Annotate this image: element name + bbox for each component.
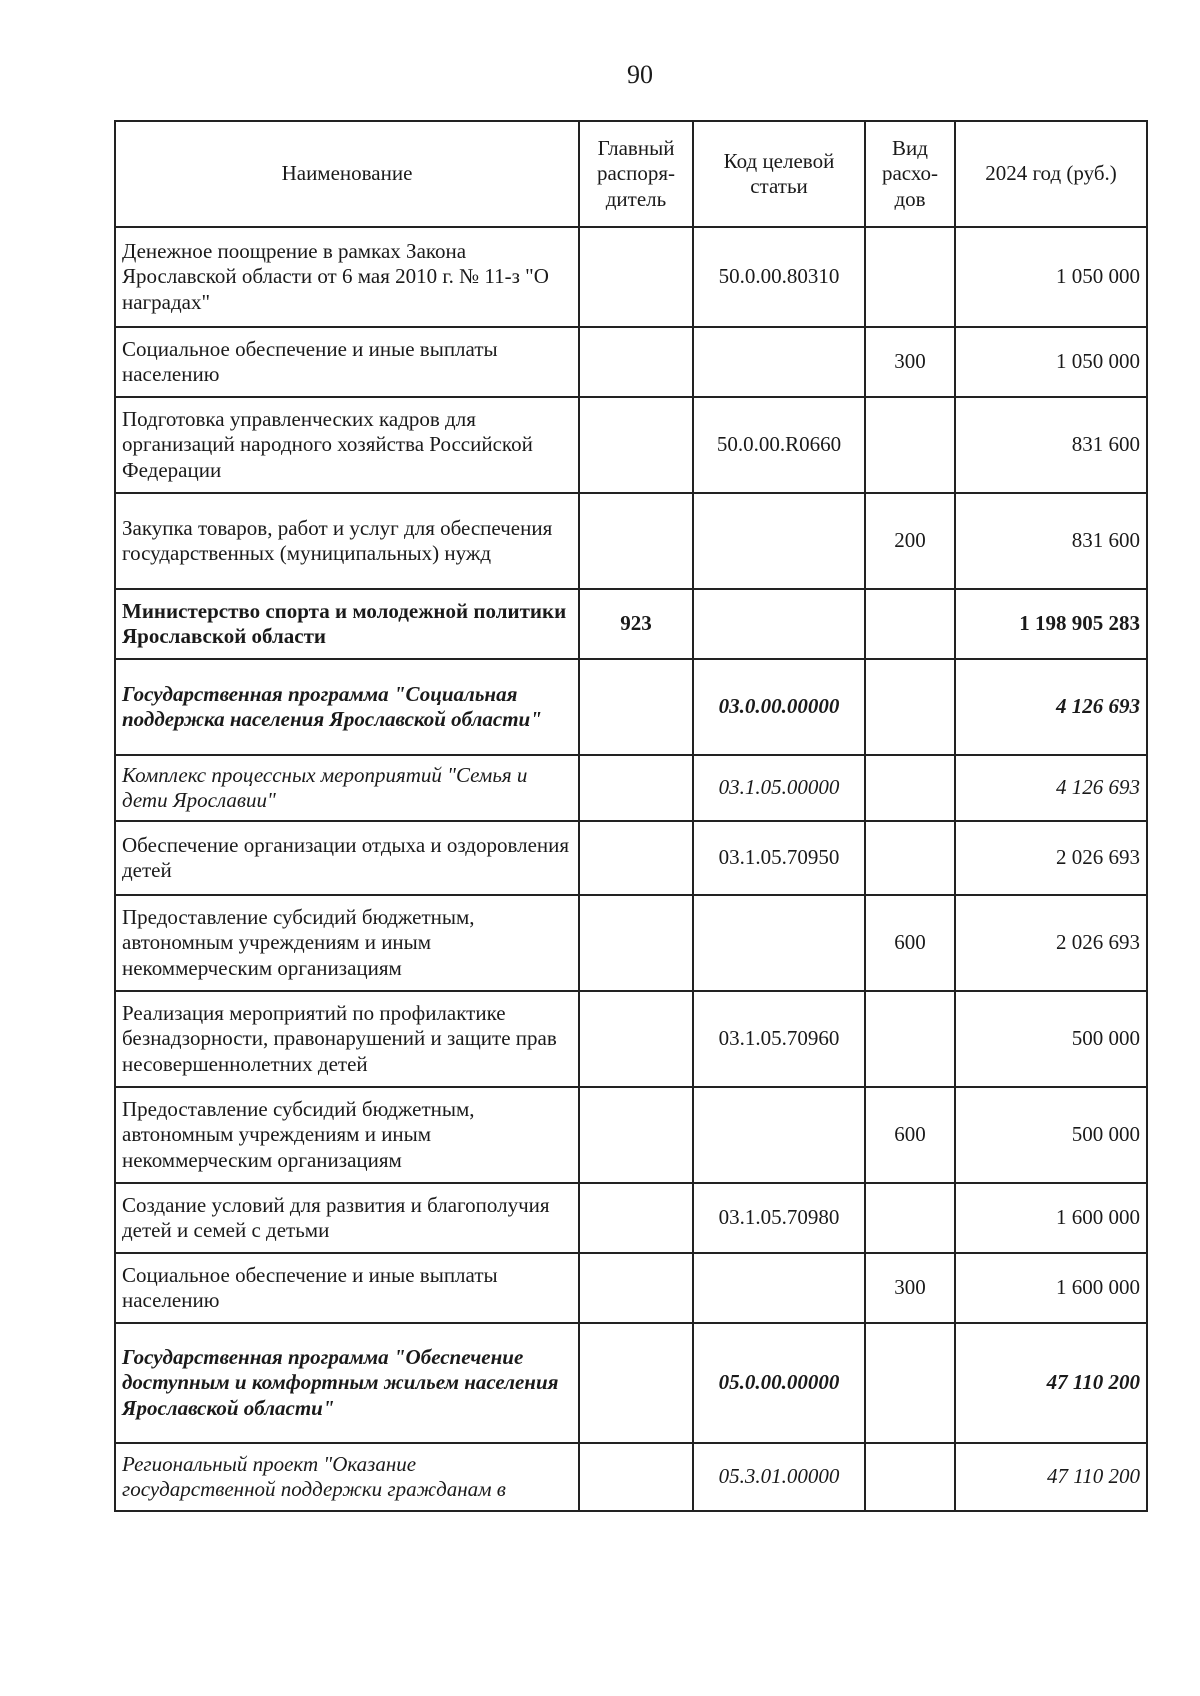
row-target-code — [693, 1087, 865, 1183]
row-name: Денежное поощрение в рамках Закона Ярославской области от 6 мая 2010 г. № 11-з "О наградах" — [115, 227, 579, 327]
row-name: Министерство спорта и молодежной политики Ярославской области — [115, 589, 579, 659]
row-target-code: 50.0.00.80310 — [693, 227, 865, 327]
row-expense-type: 600 — [865, 1087, 955, 1183]
row-amount: 2 026 693 — [955, 895, 1147, 991]
row-amount: 831 600 — [955, 397, 1147, 493]
row-target-code: 50.0.00.R0660 — [693, 397, 865, 493]
row-amount: 4 126 693 — [955, 755, 1147, 821]
row-expense-type — [865, 227, 955, 327]
table-row — [115, 1443, 1147, 1511]
row-chief-manager — [579, 659, 693, 755]
table-row — [115, 227, 1147, 327]
row-target-code: 05.0.00.00000 — [693, 1323, 865, 1443]
table-row — [115, 327, 1147, 397]
row-expense-type — [865, 397, 955, 493]
row-target-code — [693, 327, 865, 397]
row-amount: 1 050 000 — [955, 227, 1147, 327]
row-name: Предоставление субсидий бюджетным, автономным учреждениям и иным некоммерческим организациям — [115, 1087, 579, 1183]
row-amount: 1 050 000 — [955, 327, 1147, 397]
row-name: Социальное обеспечение и иные выплаты населению — [115, 1253, 579, 1323]
row-chief-manager — [579, 1323, 693, 1443]
row-expense-type: 300 — [865, 1253, 955, 1323]
row-expense-type — [865, 1443, 955, 1511]
row-target-code — [693, 493, 865, 589]
row-target-code: 03.1.05.70980 — [693, 1183, 865, 1253]
row-name: Реализация мероприятий по профилактике безнадзорности, правонарушений и защите прав несовершеннолетних детей — [115, 991, 579, 1087]
row-chief-manager — [579, 991, 693, 1087]
row-chief-manager — [579, 821, 693, 895]
row-name: Региональный проект "Оказание государственной поддержки гражданам в — [115, 1443, 579, 1511]
row-name: Создание условий для развития и благополучия детей и семей с детьми — [115, 1183, 579, 1253]
row-amount: 1 600 000 — [955, 1253, 1147, 1323]
table-row — [115, 755, 1147, 821]
row-name: Государственная программа "Обеспечение доступным и комфортным жильем населения Ярославской области" — [115, 1323, 579, 1443]
row-name: Государственная программа "Социальная поддержка населения Ярославской области" — [115, 659, 579, 755]
header-expense-type: Вид расхо-дов — [865, 121, 955, 227]
row-target-code: 03.1.05.70950 — [693, 821, 865, 895]
table-row — [115, 493, 1147, 589]
row-target-code: 03.1.05.00000 — [693, 755, 865, 821]
row-name: Социальное обеспечение и иные выплаты населению — [115, 327, 579, 397]
table-row — [115, 397, 1147, 493]
row-amount: 1 600 000 — [955, 1183, 1147, 1253]
row-expense-type — [865, 755, 955, 821]
table-row — [115, 1253, 1147, 1323]
header-name: Наименование — [115, 121, 579, 227]
row-name: Подготовка управленческих кадров для организаций народного хозяйства Российской Федерации — [115, 397, 579, 493]
row-target-code — [693, 895, 865, 991]
table-row — [115, 659, 1147, 755]
row-expense-type — [865, 1323, 955, 1443]
row-expense-type — [865, 991, 955, 1087]
row-amount: 1 198 905 283 — [955, 589, 1147, 659]
table-row — [115, 589, 1147, 659]
row-chief-manager — [579, 1253, 693, 1323]
row-expense-type: 300 — [865, 327, 955, 397]
row-target-code — [693, 1253, 865, 1323]
budget-table — [114, 120, 1148, 1512]
row-name: Предоставление субсидий бюджетным, автономным учреждениям и иным некоммерческим организациям — [115, 895, 579, 991]
row-name: Закупка товаров, работ и услуг для обеспечения государственных (муниципальных) нужд — [115, 493, 579, 589]
row-chief-manager — [579, 493, 693, 589]
header-amount-2024: 2024 год (руб.) — [955, 121, 1147, 227]
row-chief-manager — [579, 397, 693, 493]
row-amount: 47 110 200 — [955, 1443, 1147, 1511]
row-target-code — [693, 589, 865, 659]
row-expense-type: 200 — [865, 493, 955, 589]
row-name: Обеспечение организации отдыха и оздоровления детей — [115, 821, 579, 895]
row-target-code: 03.0.00.00000 — [693, 659, 865, 755]
row-chief-manager — [579, 227, 693, 327]
row-name: Комплекс процессных мероприятий "Семья и дети Ярославии" — [115, 755, 579, 821]
table-row — [115, 1323, 1147, 1443]
row-expense-type — [865, 821, 955, 895]
row-amount: 47 110 200 — [955, 1323, 1147, 1443]
row-expense-type — [865, 659, 955, 755]
page-number: 90 — [627, 60, 653, 89]
table-body — [115, 227, 1147, 1511]
row-chief-manager — [579, 1443, 693, 1511]
row-amount: 500 000 — [955, 1087, 1147, 1183]
row-chief-manager — [579, 1087, 693, 1183]
row-chief-manager: 923 — [579, 589, 693, 659]
table-row — [115, 821, 1147, 895]
row-target-code: 05.3.01.00000 — [693, 1443, 865, 1511]
row-expense-type: 600 — [865, 895, 955, 991]
table-row — [115, 1183, 1147, 1253]
table-header-row — [115, 121, 1147, 227]
row-amount: 500 000 — [955, 991, 1147, 1087]
row-chief-manager — [579, 1183, 693, 1253]
row-chief-manager — [579, 895, 693, 991]
row-expense-type — [865, 589, 955, 659]
row-chief-manager — [579, 755, 693, 821]
table-row — [115, 1087, 1147, 1183]
table-row — [115, 895, 1147, 991]
header-chief-manager: Главный распоря-дитель — [579, 121, 693, 227]
row-target-code: 03.1.05.70960 — [693, 991, 865, 1087]
header-target-code: Код целевой статьи — [693, 121, 865, 227]
row-chief-manager — [579, 327, 693, 397]
row-expense-type — [865, 1183, 955, 1253]
row-amount: 4 126 693 — [955, 659, 1147, 755]
row-amount: 2 026 693 — [955, 821, 1147, 895]
row-amount: 831 600 — [955, 493, 1147, 589]
table-row — [115, 991, 1147, 1087]
